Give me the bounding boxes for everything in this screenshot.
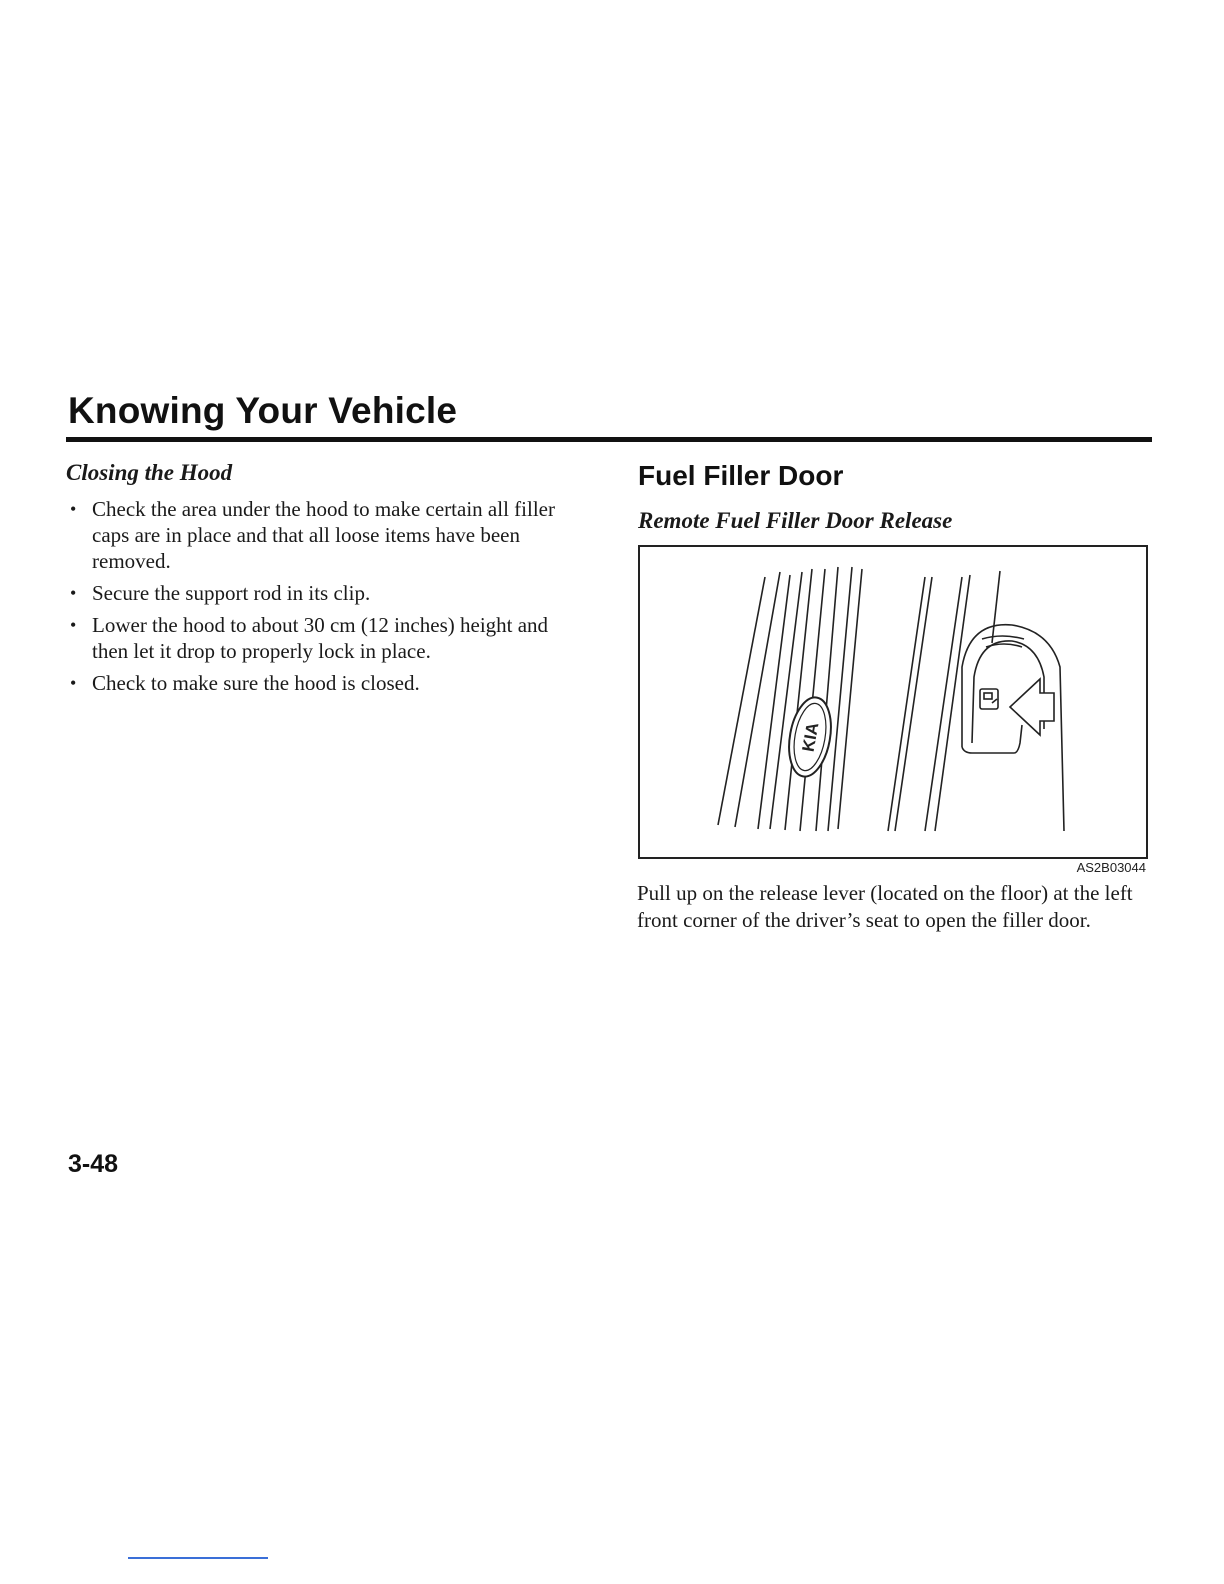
closing-hood-list — [66, 496, 586, 702]
closing-hood-subheading: Closing the Hood — [66, 460, 233, 485]
header-rule — [66, 437, 1152, 442]
fuel-release-illustration — [640, 547, 1146, 857]
bottom-link-underline[interactable] — [128, 1557, 268, 1559]
release-instructions: Pull up on the release lever (located on the floor) at the left front corner of the driver’s seat to open the filler door. — [637, 881, 1133, 932]
list-item: • Check the area under the hood to make certain all filler caps are in place and that all loose items have been removed. — [70, 497, 555, 573]
page-number: 3-48 — [68, 1150, 119, 1178]
section-title: Knowing Your Vehicle — [68, 390, 458, 431]
kia-logo-text: KIA — [798, 721, 823, 754]
bullet-icon: • — [70, 673, 77, 693]
fuel-release-figure — [638, 545, 1148, 859]
remote-release-subheading: Remote Fuel Filler Door Release — [638, 508, 953, 533]
list-item: • Lower the hood to about 30 cm (12 inches) height and then let it drop to properly lock in place. — [70, 613, 549, 663]
list-item: • Secure the support rod in its clip. — [70, 581, 371, 605]
fuel-filler-title: Fuel Filler Door — [638, 460, 844, 491]
bullet-icon: • — [70, 615, 77, 635]
figure-code: AS2B03044 — [1076, 860, 1146, 875]
bullet-icon: • — [70, 499, 77, 519]
bullet-icon: • — [70, 583, 77, 603]
list-item: • Check to make sure the hood is closed. — [70, 671, 420, 695]
